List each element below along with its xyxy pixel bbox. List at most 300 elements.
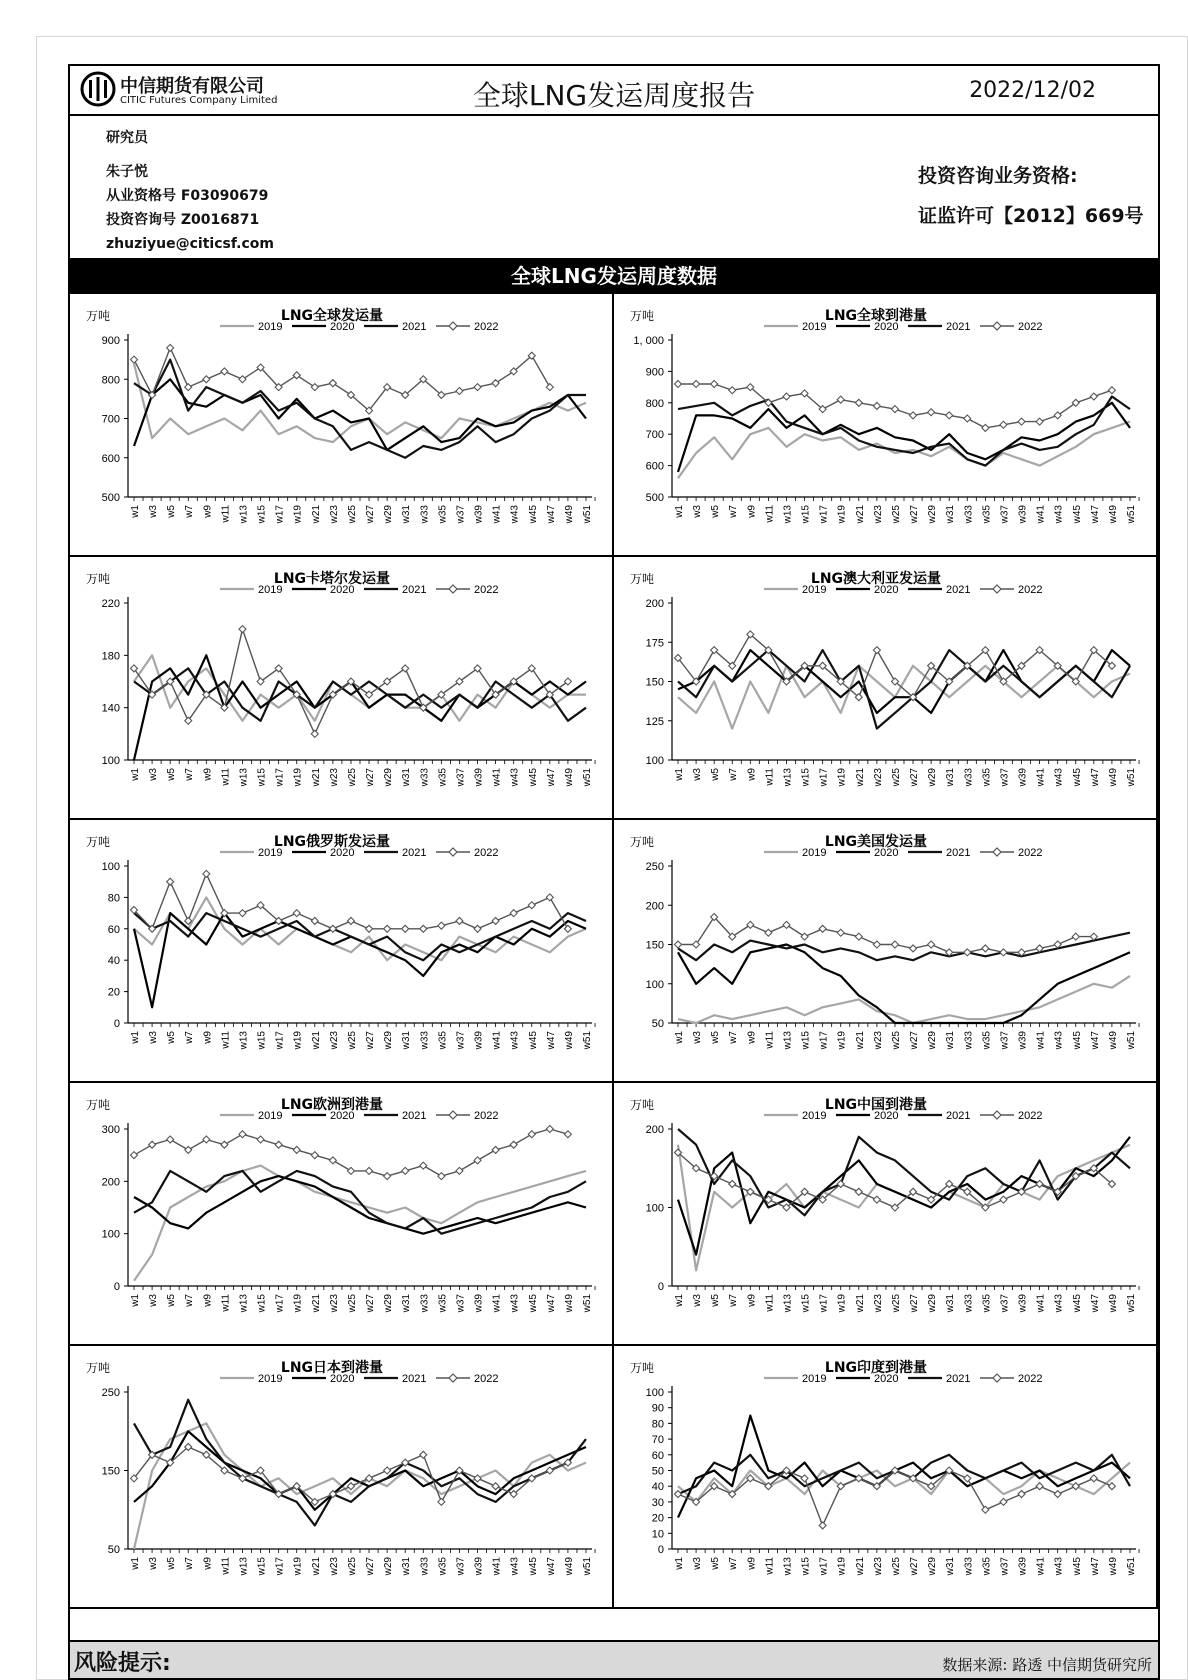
x-tick-label: w19 <box>836 768 848 787</box>
x-tick-label: w23 <box>328 1557 340 1576</box>
x-tick-label: w49 <box>1107 505 1119 524</box>
x-tick-label: w5 <box>166 768 178 781</box>
x-tick-label: w5 <box>710 1031 722 1044</box>
data-point <box>221 1141 228 1148</box>
data-point <box>910 945 917 952</box>
data-point <box>402 1167 409 1174</box>
x-tick-label: w45 <box>527 1557 539 1576</box>
y-unit-label: 万吨 <box>86 1098 111 1112</box>
x-tick-label: w49 <box>563 1031 575 1050</box>
legend-label: 2021 <box>946 1373 971 1385</box>
x-tick-label: w43 <box>1053 1031 1065 1050</box>
x-tick-label: w45 <box>1071 768 1083 787</box>
x-tick-label: w5 <box>710 1294 722 1307</box>
x-tick-label: w47 <box>1089 1557 1101 1576</box>
x-tick-label: w17 <box>274 1294 286 1313</box>
x-tick-label: w47 <box>545 1557 557 1576</box>
x-tick-label: w39 <box>473 1031 485 1050</box>
data-point <box>311 384 318 391</box>
chart-panel <box>614 557 1158 820</box>
x-tick-label: w29 <box>927 768 939 787</box>
data-point <box>528 1131 535 1138</box>
data-point <box>311 917 318 924</box>
data-point <box>366 925 373 932</box>
x-tick-label: w37 <box>999 1294 1011 1313</box>
report-title: 全球LNG发运周度报告 <box>472 79 756 112</box>
x-tick-label: w41 <box>1035 1294 1047 1313</box>
risk-label: 风险提示: <box>74 1651 171 1676</box>
x-tick-label: w7 <box>184 768 196 781</box>
x-tick-label: w39 <box>1017 768 1029 787</box>
y-tick-label: 60 <box>651 1449 664 1462</box>
y-unit-label: 万吨 <box>630 835 655 849</box>
x-tick-label: w13 <box>782 1557 794 1576</box>
x-tick-label: w39 <box>1017 505 1029 524</box>
y-tick-label: 180 <box>101 650 120 663</box>
y-tick-label: 900 <box>101 335 120 347</box>
x-tick-label: w13 <box>782 1294 794 1313</box>
x-tick-label: w13 <box>238 1294 250 1313</box>
series-line <box>678 634 1112 697</box>
data-point <box>366 1167 373 1174</box>
x-tick-label: w11 <box>220 1557 232 1575</box>
x-tick-label: w51 <box>582 1294 593 1313</box>
x-tick-label: w19 <box>292 1031 304 1050</box>
data-point <box>510 1141 517 1148</box>
y-tick-label: 10 <box>651 1528 664 1541</box>
x-tick-label: w49 <box>563 1557 575 1576</box>
legend-label: 2021 <box>402 847 427 859</box>
x-tick-label: w27 <box>909 1294 921 1313</box>
data-point <box>819 1522 826 1529</box>
y-tick-label: 600 <box>645 460 664 473</box>
x-tick-label: w31 <box>945 768 957 787</box>
x-tick-label: w39 <box>473 768 485 787</box>
y-tick-label: 800 <box>645 397 664 410</box>
qualification-line2: 证监许可【2012】669号 <box>918 205 1144 227</box>
x-tick-label: w35 <box>437 505 449 524</box>
x-tick-label: w51 <box>582 768 593 787</box>
x-tick-label: w45 <box>1071 1294 1083 1313</box>
x-tick-label: w3 <box>148 1294 160 1307</box>
data-point <box>964 1475 971 1482</box>
legend-label: 2019 <box>258 1110 283 1122</box>
x-tick-label: w11 <box>220 768 232 786</box>
legend-label: 2022 <box>474 1110 499 1122</box>
x-tick-label: w25 <box>890 1294 902 1313</box>
x-tick-label: w31 <box>945 505 957 524</box>
data-point <box>510 910 517 917</box>
legend-label: 2022 <box>1018 321 1043 333</box>
x-tick-label: w35 <box>981 1557 993 1576</box>
x-tick-label: w43 <box>509 1031 521 1050</box>
data-point <box>474 925 481 932</box>
data-point <box>964 949 971 956</box>
legend-label: 2020 <box>874 321 899 333</box>
company-name-cn: 中信期货有限公司 <box>120 76 264 97</box>
series-line <box>134 897 586 960</box>
data-point <box>456 388 463 395</box>
data-point <box>149 1141 156 1148</box>
x-tick-label: w19 <box>292 768 304 787</box>
x-tick-label: w31 <box>945 1557 957 1576</box>
chart-svg <box>70 557 612 818</box>
x-tick-label: w25 <box>346 505 358 524</box>
y-tick-label: 200 <box>101 1176 120 1189</box>
data-point <box>873 941 880 948</box>
data-point <box>203 1136 210 1143</box>
y-tick-label: 50 <box>651 1018 664 1030</box>
x-tick-label: w29 <box>927 505 939 524</box>
x-tick-label: w9 <box>746 768 758 781</box>
x-tick-label: w9 <box>746 1557 758 1570</box>
legend-label: 2022 <box>1018 1110 1043 1122</box>
x-tick-label: w15 <box>256 505 268 524</box>
data-point <box>1018 1491 1025 1498</box>
y-tick-label: 100 <box>645 755 664 767</box>
x-tick-label: w45 <box>1071 1557 1083 1576</box>
y-tick-label: 500 <box>101 492 120 504</box>
data-point <box>783 393 790 400</box>
x-tick-label: w51 <box>1126 505 1137 524</box>
y-tick-label: 800 <box>101 374 120 387</box>
y-tick-label: 100 <box>645 1202 664 1215</box>
data-point <box>221 368 228 375</box>
x-tick-label: w43 <box>509 1557 521 1576</box>
y-tick-label: 150 <box>645 676 664 689</box>
data-point <box>873 402 880 409</box>
legend-label: 2022 <box>1018 1373 1043 1385</box>
x-tick-label: w45 <box>527 505 539 524</box>
x-tick-label: w7 <box>184 505 196 518</box>
x-tick-label: w23 <box>872 505 884 524</box>
x-tick-label: w37 <box>455 768 467 787</box>
data-point <box>329 925 336 932</box>
x-tick-label: w49 <box>1107 1294 1119 1313</box>
x-tick-label: w27 <box>909 1031 921 1050</box>
y-tick-label: 300 <box>101 1124 120 1136</box>
x-tick-label: w45 <box>527 1031 539 1050</box>
series-line <box>678 1416 1130 1518</box>
x-tick-label: w37 <box>455 505 467 524</box>
x-tick-label: w23 <box>872 1294 884 1313</box>
x-tick-label: w13 <box>238 1557 250 1576</box>
chart-title: LNG全球到港量 <box>824 308 928 324</box>
data-point <box>293 910 300 917</box>
x-tick-label: w13 <box>238 505 250 524</box>
data-point <box>420 925 427 932</box>
data-point <box>131 1152 138 1159</box>
chart-panel <box>70 294 614 557</box>
x-tick-label: w25 <box>346 1031 358 1050</box>
y-tick-label: 200 <box>645 900 664 913</box>
legend-marker <box>449 322 457 330</box>
x-tick-label: w19 <box>836 1031 848 1050</box>
y-tick-label: 20 <box>107 986 120 999</box>
data-point <box>185 384 192 391</box>
x-tick-label: w45 <box>1071 505 1083 524</box>
x-tick-label: w31 <box>401 1031 413 1050</box>
x-tick-label: w21 <box>310 1031 322 1050</box>
x-tick-label: w39 <box>1017 1294 1029 1313</box>
x-tick-label: w21 <box>854 768 866 787</box>
data-point <box>819 925 826 932</box>
data-point <box>347 1167 354 1174</box>
x-tick-label: w39 <box>473 505 485 524</box>
x-tick-label: w23 <box>328 768 340 787</box>
data-point <box>131 356 138 363</box>
x-tick-label: w23 <box>872 1557 884 1576</box>
y-tick-label: 40 <box>651 1481 664 1494</box>
x-tick-label: w47 <box>1089 1294 1101 1313</box>
y-unit-label: 万吨 <box>630 572 655 586</box>
series-line <box>678 403 1130 472</box>
legend-label: 2019 <box>802 321 827 333</box>
x-tick-label: w33 <box>963 1294 975 1313</box>
y-tick-label: 80 <box>651 1418 664 1431</box>
x-tick-label: w43 <box>509 768 521 787</box>
x-tick-label: w17 <box>274 505 286 524</box>
x-tick-label: w1 <box>130 1557 141 1570</box>
x-tick-label: w19 <box>836 1294 848 1313</box>
x-tick-label: w27 <box>909 768 921 787</box>
x-tick-label: w1 <box>674 1557 685 1570</box>
x-tick-label: w23 <box>872 768 884 787</box>
legend-label: 2021 <box>946 847 971 859</box>
x-tick-label: w19 <box>292 1294 304 1313</box>
x-tick-label: w35 <box>981 505 993 524</box>
data-point <box>1090 393 1097 400</box>
x-tick-label: w49 <box>563 505 575 524</box>
x-tick-label: w7 <box>728 768 740 781</box>
x-tick-label: w1 <box>674 1294 685 1307</box>
series-line <box>678 945 1130 1024</box>
y-unit-label: 万吨 <box>86 1361 111 1375</box>
data-point <box>546 1467 553 1474</box>
legend-label: 2019 <box>258 584 283 596</box>
data-point <box>1000 1498 1007 1505</box>
x-tick-label: w37 <box>999 768 1011 787</box>
series-2022 <box>131 1443 572 1505</box>
x-tick-label: w37 <box>999 1557 1011 1576</box>
x-tick-label: w5 <box>710 768 722 781</box>
y-unit-label: 万吨 <box>630 1098 655 1112</box>
x-tick-label: w15 <box>800 1557 812 1576</box>
chart-title: LNG印度到港量 <box>824 1360 928 1376</box>
x-tick-label: w1 <box>130 1031 141 1044</box>
data-point <box>239 1131 246 1138</box>
chart-svg <box>70 294 612 555</box>
series-line <box>134 913 586 960</box>
data-point <box>1090 1475 1097 1482</box>
x-tick-label: w47 <box>1089 505 1101 524</box>
series-2020 <box>134 379 586 450</box>
x-tick-label: w21 <box>310 768 322 787</box>
legend-label: 2019 <box>802 584 827 596</box>
x-tick-label: w7 <box>728 1557 740 1570</box>
legend-label: 2022 <box>1018 584 1043 596</box>
x-tick-label: w39 <box>1017 1031 1029 1050</box>
data-point <box>946 412 953 419</box>
data-point <box>546 1126 553 1133</box>
data-point <box>729 1180 736 1187</box>
y-tick-label: 125 <box>645 715 664 728</box>
y-tick-label: 0 <box>113 1018 120 1030</box>
chart-svg <box>614 820 1156 1081</box>
x-tick-label: w21 <box>310 1557 322 1576</box>
x-tick-label: w33 <box>419 505 431 524</box>
x-tick-label: w3 <box>148 505 160 518</box>
x-tick-label: w39 <box>473 1294 485 1313</box>
data-point <box>311 730 318 737</box>
y-tick-label: 175 <box>645 637 664 650</box>
series-2021 <box>134 1400 586 1526</box>
x-tick-label: w25 <box>890 768 902 787</box>
x-tick-label: w15 <box>800 1031 812 1050</box>
x-tick-label: w17 <box>818 1557 830 1576</box>
y-tick-label: 250 <box>645 861 664 873</box>
data-point <box>1000 949 1007 956</box>
series-line <box>134 360 586 458</box>
x-tick-label: w13 <box>782 505 794 524</box>
legend-label: 2021 <box>946 1110 971 1122</box>
x-tick-label: w9 <box>746 1294 758 1307</box>
data-point <box>891 406 898 413</box>
chart-svg <box>614 1346 1156 1607</box>
x-tick-label: w29 <box>383 1294 395 1313</box>
series-2021 <box>134 360 586 458</box>
chart-grid <box>70 294 1158 1610</box>
researcher-block <box>106 126 274 256</box>
data-point <box>420 1162 427 1169</box>
series-2021 <box>134 1171 586 1234</box>
data-point <box>855 1475 862 1482</box>
x-tick-label: w11 <box>764 505 776 523</box>
data-point <box>928 941 935 948</box>
data-point <box>675 380 682 387</box>
legend-marker <box>993 585 1001 593</box>
legend-label: 2020 <box>330 1110 355 1122</box>
x-tick-label: w39 <box>1017 1557 1029 1576</box>
data-point <box>492 1146 499 1153</box>
x-tick-label: w35 <box>437 768 449 787</box>
chart-svg <box>614 1083 1156 1344</box>
section-title: 全球LNG发运周度数据 <box>70 258 1158 294</box>
x-tick-label: w45 <box>1071 1031 1083 1050</box>
data-point <box>1000 1196 1007 1203</box>
x-tick-label: w7 <box>728 1294 740 1307</box>
x-tick-label: w43 <box>1053 1294 1065 1313</box>
data-point <box>801 1475 808 1482</box>
x-tick-label: w15 <box>256 1557 268 1576</box>
qualification-line1: 投资咨询业务资格: <box>918 165 1078 187</box>
x-tick-label: w51 <box>582 1031 593 1050</box>
data-point <box>384 925 391 932</box>
chart-panel <box>70 557 614 820</box>
y-tick-label: 900 <box>645 366 664 379</box>
y-unit-label: 万吨 <box>630 309 655 323</box>
data-point <box>837 396 844 403</box>
y-tick-label: 40 <box>107 955 120 968</box>
data-point <box>982 424 989 431</box>
x-tick-label: w33 <box>963 1557 975 1576</box>
x-tick-label: w51 <box>1126 768 1137 787</box>
data-point <box>167 878 174 885</box>
x-tick-label: w3 <box>692 1294 704 1307</box>
data-point <box>964 415 971 422</box>
chart-title: LNG中国到港量 <box>824 1097 928 1113</box>
data-point <box>474 1157 481 1164</box>
x-tick-label: w37 <box>455 1294 467 1313</box>
legend-label: 2019 <box>802 847 827 859</box>
x-tick-label: w11 <box>764 1031 776 1049</box>
data-point <box>492 917 499 924</box>
data-point <box>167 1136 174 1143</box>
y-tick-label: 700 <box>645 429 664 442</box>
x-tick-label: w3 <box>692 1557 704 1570</box>
series-2020 <box>678 1416 1130 1518</box>
x-tick-label: w25 <box>890 505 902 524</box>
x-tick-label: w21 <box>854 1031 866 1050</box>
x-tick-label: w17 <box>818 768 830 787</box>
series-line <box>134 1400 586 1526</box>
x-tick-label: w29 <box>383 1557 395 1576</box>
data-point <box>1054 1491 1061 1498</box>
legend-marker <box>449 848 457 856</box>
x-tick-label: w41 <box>491 768 503 787</box>
data-point <box>891 941 898 948</box>
data-point <box>1072 933 1079 940</box>
x-tick-label: w17 <box>274 1557 286 1576</box>
data-point <box>1000 421 1007 428</box>
data-point <box>564 1131 571 1138</box>
x-tick-label: w47 <box>545 1294 557 1313</box>
x-tick-label: w33 <box>419 768 431 787</box>
qualification-block <box>918 156 1144 236</box>
data-point <box>783 921 790 928</box>
x-tick-label: w21 <box>310 505 322 524</box>
y-tick-label: 60 <box>107 923 120 936</box>
x-tick-label: w7 <box>184 1031 196 1044</box>
legend-label: 2019 <box>258 847 283 859</box>
report <box>68 64 1160 1680</box>
legend-label: 2019 <box>802 1110 827 1122</box>
legend-label: 2020 <box>330 584 355 596</box>
legend-marker <box>449 585 457 593</box>
x-tick-label: w33 <box>419 1031 431 1050</box>
x-tick-label: w31 <box>945 1294 957 1313</box>
data-point <box>311 1152 318 1159</box>
y-unit-label: 万吨 <box>630 1361 655 1375</box>
x-tick-label: w11 <box>764 1557 776 1575</box>
y-tick-label: 200 <box>645 1124 664 1136</box>
x-tick-label: w25 <box>890 1557 902 1576</box>
researcher-label: 研究员 <box>106 130 148 146</box>
x-tick-label: w21 <box>854 1557 866 1576</box>
data-point <box>384 1467 391 1474</box>
x-tick-label: w7 <box>728 505 740 518</box>
y-tick-label: 0 <box>657 1281 664 1293</box>
y-tick-label: 1, 000 <box>633 335 664 347</box>
x-tick-label: w51 <box>582 505 593 524</box>
x-tick-label: w1 <box>130 1294 141 1307</box>
x-tick-label: w39 <box>473 1557 485 1576</box>
legend-label: 2021 <box>402 1110 427 1122</box>
chart-panel <box>614 820 1158 1083</box>
legend-label: 2020 <box>874 1110 899 1122</box>
chart-svg <box>70 1346 612 1607</box>
legend-label: 2020 <box>330 847 355 859</box>
